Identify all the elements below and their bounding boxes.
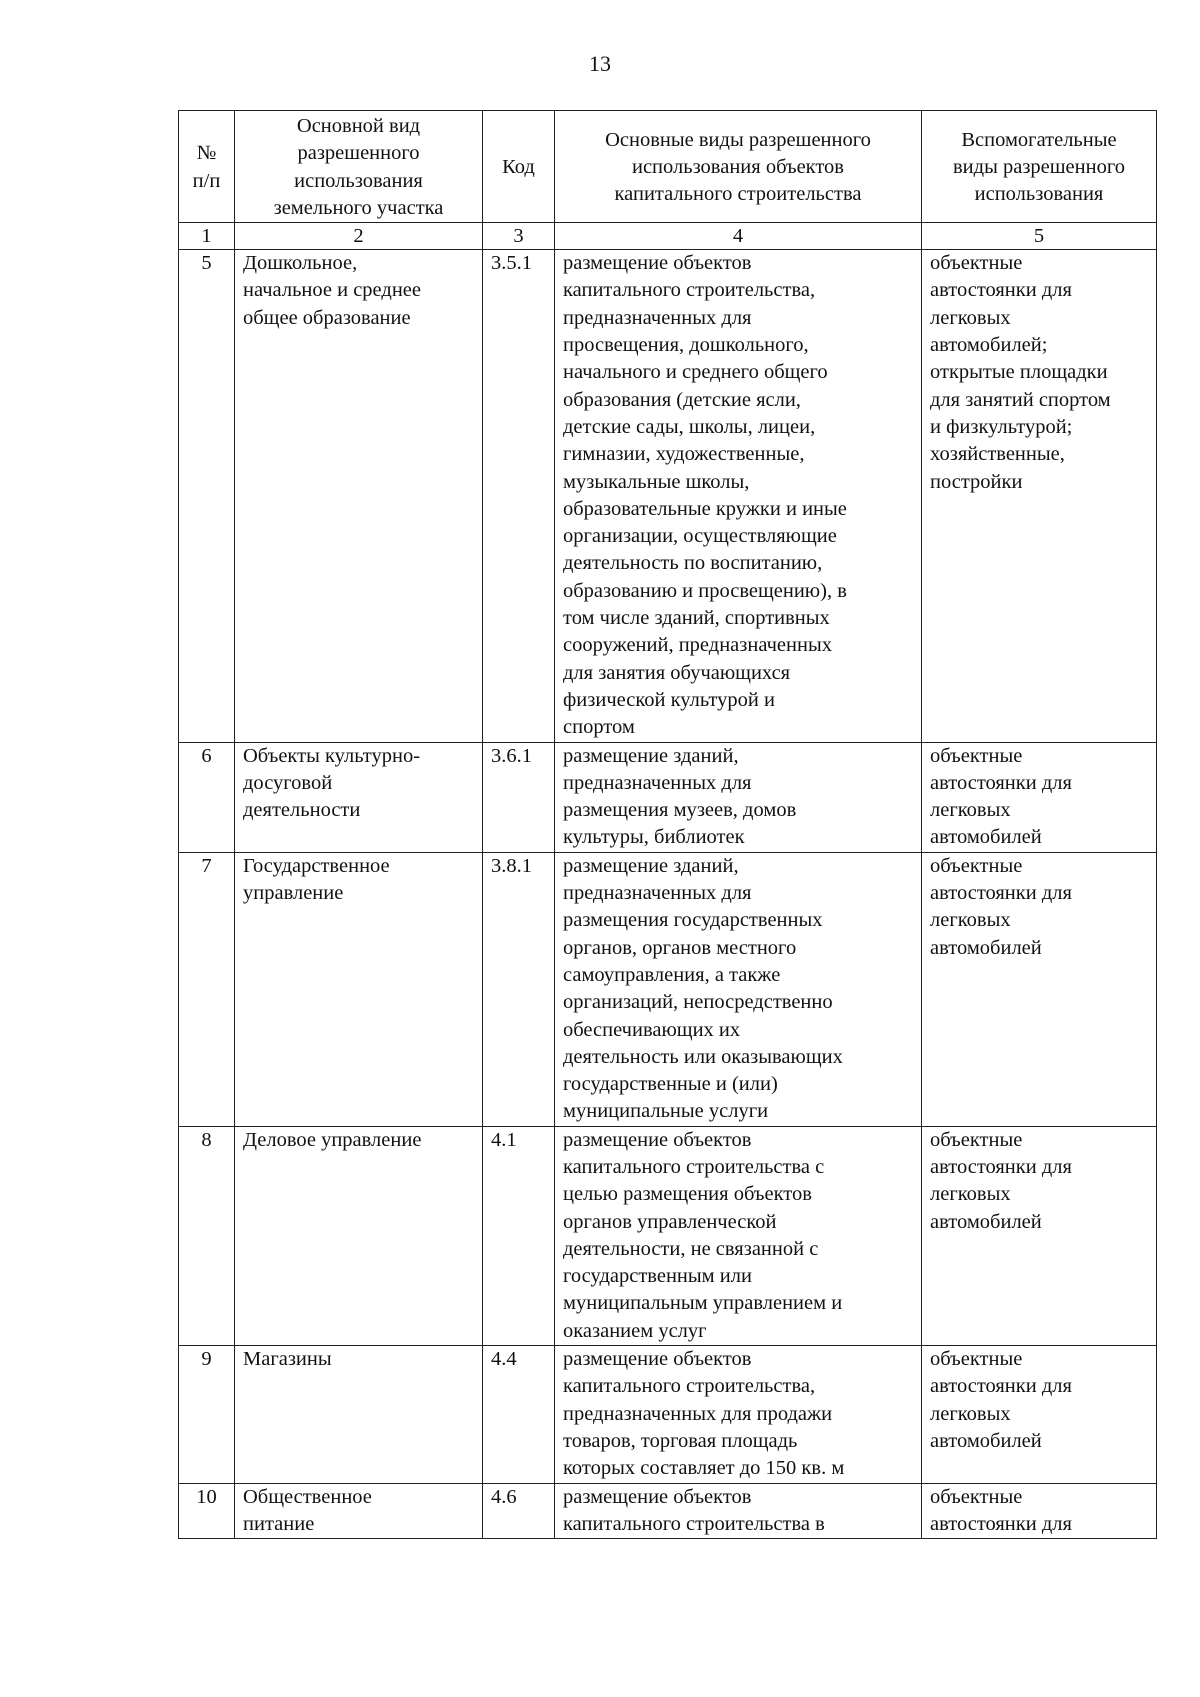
land-use-table xyxy=(178,110,1157,1539)
row-code: 4.6 xyxy=(483,1483,555,1539)
column-number: 1 xyxy=(179,223,235,250)
page-number: 13 xyxy=(589,51,611,76)
row-primary-use: Объекты культурно- досуговой деятельности xyxy=(235,742,483,852)
row-number: 8 xyxy=(179,1126,235,1345)
row-main-uses: размещение зданий, предназначенных для размещения музеев, домов культуры, библиотек xyxy=(555,742,922,852)
row-number: 7 xyxy=(179,852,235,1126)
row-number: 10 xyxy=(179,1483,235,1539)
row-auxiliary-uses: объектные автостоянки для легковых автомобилей xyxy=(922,1126,1157,1345)
table-row xyxy=(179,1346,1157,1483)
row-auxiliary-uses: объектные автостоянки для xyxy=(922,1483,1157,1539)
header-main-uses: Основные виды разрешенного использования объектов капитального строительства xyxy=(555,111,922,223)
column-number-row xyxy=(179,223,1157,250)
row-primary-use: Деловое управление xyxy=(235,1126,483,1345)
row-primary-use: Общественное питание xyxy=(235,1483,483,1539)
header-primary-use: Основной вид разрешенного использования земельного участка xyxy=(235,111,483,223)
row-auxiliary-uses: объектные автостоянки для легковых автомобилей xyxy=(922,852,1157,1126)
table-header-row xyxy=(179,111,1157,223)
row-primary-use: Государственное управление xyxy=(235,852,483,1126)
row-primary-use: Дошкольное, начальное и среднее общее образование xyxy=(235,250,483,742)
table-row xyxy=(179,852,1157,1126)
row-main-uses: размещение объектов капитального строительства с целью размещения объектов органов управленческой деятельности, не связанной с государственным или муниципальным управлением и оказанием услуг xyxy=(555,1126,922,1345)
row-code: 4.4 xyxy=(483,1346,555,1483)
header-number: № п/п xyxy=(179,111,235,223)
row-auxiliary-uses: объектные автостоянки для легковых автомобилей xyxy=(922,1346,1157,1483)
table-row xyxy=(179,742,1157,852)
row-code: 3.5.1 xyxy=(483,250,555,742)
row-number: 5 xyxy=(179,250,235,742)
row-code: 4.1 xyxy=(483,1126,555,1345)
table-row xyxy=(179,1126,1157,1345)
row-main-uses: размещение объектов капитального строительства в xyxy=(555,1483,922,1539)
table-row xyxy=(179,250,1157,742)
row-number: 9 xyxy=(179,1346,235,1483)
header-auxiliary-uses: Вспомогательные виды разрешенного использования xyxy=(922,111,1157,223)
header-code: Код xyxy=(483,111,555,223)
row-main-uses: размещение зданий, предназначенных для размещения государственных органов, органов местного самоуправления, а также организаций, непосредственно обеспечивающих их деятельность или оказывающих государственные и (или) муниципальные услуги xyxy=(555,852,922,1126)
row-primary-use: Магазины xyxy=(235,1346,483,1483)
column-number: 3 xyxy=(483,223,555,250)
row-auxiliary-uses: объектные автостоянки для легковых автомобилей; открытые площадки для занятий спортом и физкультурой; хозяйственные, постройки xyxy=(922,250,1157,742)
row-number: 6 xyxy=(179,742,235,852)
column-number: 4 xyxy=(555,223,922,250)
row-main-uses: размещение объектов капитального строительства, предназначенных для продажи товаров, торговая площадь которых составляет до 150 кв. м xyxy=(555,1346,922,1483)
column-number: 5 xyxy=(922,223,1157,250)
row-code: 3.6.1 xyxy=(483,742,555,852)
row-code: 3.8.1 xyxy=(483,852,555,1126)
row-main-uses: размещение объектов капитального строительства, предназначенных для просвещения, дошкольного, начального и среднего общего образования (детские ясли, детские сады, школы, лицеи, гимназии, художественные, музыкальные школы, образовательные кружки и иные организации, осуществляющие деятельность по воспитанию, образованию и просвещению), в том числе зданий, спортивных сооружений, предназначенных для занятия обучающихся физической культурой и спортом xyxy=(555,250,922,742)
column-number: 2 xyxy=(235,223,483,250)
table-row xyxy=(179,1483,1157,1539)
row-auxiliary-uses: объектные автостоянки для легковых автомобилей xyxy=(922,742,1157,852)
